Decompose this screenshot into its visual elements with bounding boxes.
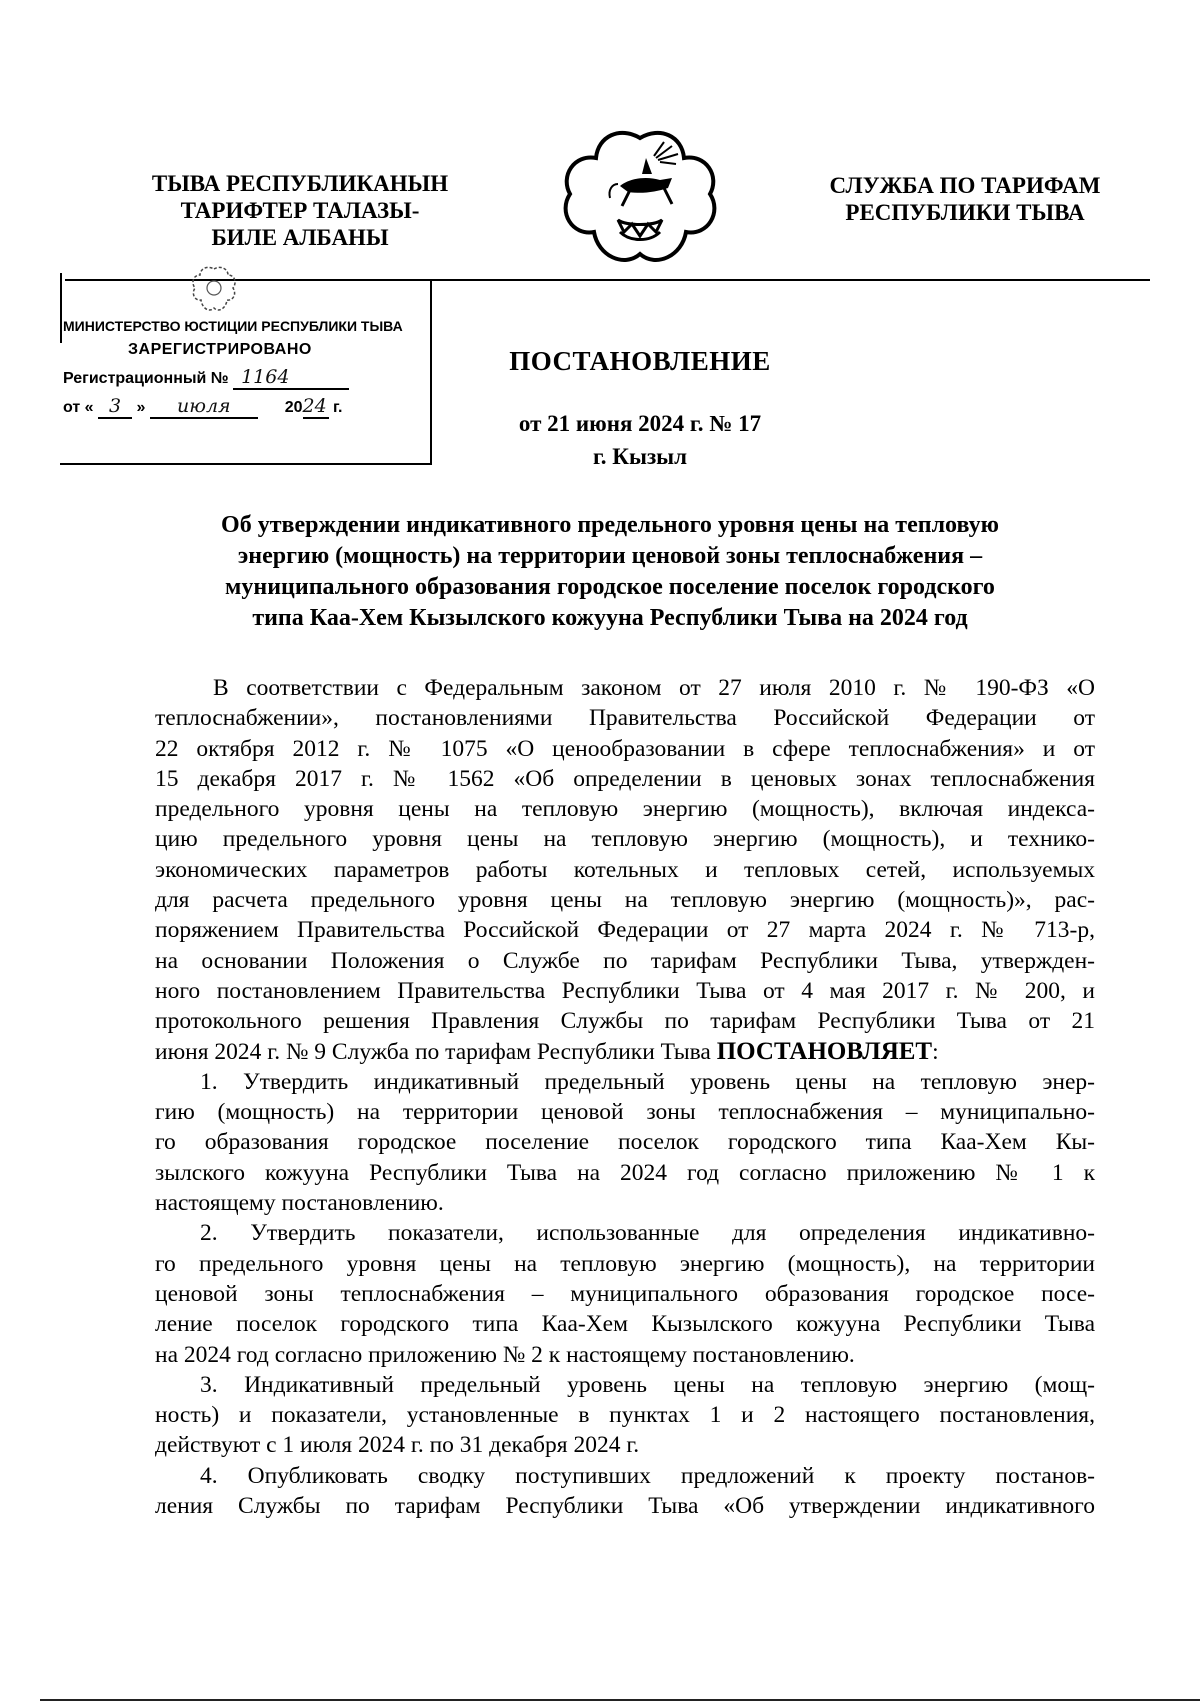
stamp-border-bottom	[60, 463, 432, 465]
item-3-paragraph	[155, 1370, 1095, 1461]
stamp-date-suffix: г.	[332, 399, 343, 416]
stamp-date-prefix: от «	[63, 399, 94, 416]
document-city: г. Кызыл	[592, 444, 688, 469]
document-subject	[150, 510, 1070, 634]
item-4-line: 4. Опубликовать сводку поступивших предложений к проекту постанов-	[200, 1462, 1095, 1489]
header-right-organization	[800, 172, 1130, 226]
preamble-line: для расчета предельного уровня цены на тепловую энергию (мощность)», рас-	[155, 887, 1095, 914]
stamp-date-line	[63, 395, 343, 419]
stamp-date-day: 3	[98, 395, 132, 419]
item-2-line: ценовой зоны теплоснабжения – муниципального образования городское посе-	[155, 1280, 1095, 1307]
header-right-line: РЕСПУБЛИКИ ТЫВА	[845, 200, 1085, 225]
stamp-emblem-icon	[191, 265, 237, 315]
item-1-line: гию (мощность) на территории ценовой зоны теплоснабжения – муниципально-	[155, 1099, 1095, 1126]
header-left-line: ТАРИФТЕР ТАЛАЗЫ-	[180, 198, 420, 223]
stamp-date-month: июля	[150, 395, 258, 419]
preamble-line: ного постановлением Правительства Республики Тыва от 4 мая 2017 г. № 200, и	[155, 977, 1095, 1004]
item-4-paragraph	[155, 1461, 1095, 1522]
item-3-line: 3. Индикативный предельный уровень цены на тепловую энергию (мощ-	[200, 1371, 1095, 1398]
item-1-last-line: настоящему постановлению.	[155, 1190, 444, 1217]
item-1-paragraph	[155, 1067, 1095, 1218]
subject-line: Об утверждении индикативного предельного уровня цены на тепловую	[221, 512, 999, 538]
item-1-line: 1. Утвердить индикативный предельный уровень цены на тепловую энер-	[200, 1068, 1095, 1095]
stamp-ministry: МИНИСТЕРСТВО ЮСТИЦИИ РЕСПУБЛИКИ ТЫВА	[63, 318, 403, 334]
preamble-line: предельного уровня цены на тепловую энергию (мощность), включая индекса-	[155, 796, 1095, 823]
subject-line: типа Каа-Хем Кызылского кожууна Республики Тыва на 2024 год	[252, 605, 968, 631]
item-2-paragraph	[155, 1218, 1095, 1369]
item-1-line: го образования городское поселение поселок городского типа Каа-Хем Кы-	[155, 1129, 1095, 1156]
item-1-line: зылского кожууна Республики Тыва на 2024 год согласно приложению № 1 к	[155, 1159, 1095, 1186]
preamble-line: протокольного решения Правления Службы по тарифам Республики Тыва от 21	[155, 1008, 1095, 1035]
decree-colon: :	[932, 1038, 939, 1065]
preamble-last-line	[155, 1037, 1095, 1067]
item-2-line: ление поселок городского типа Каа-Хем Кызылского кожууна Республики Тыва	[155, 1311, 1095, 1338]
item-4-line: ления Службы по тарифам Республики Тыва «Об утверждении индикативного	[155, 1493, 1095, 1520]
stamp-date-year-prefix: 20	[284, 399, 303, 416]
decree-word: ПОСТАНОВЛЯЕТ	[716, 1037, 933, 1065]
preamble-line: на основании Положения о Службе по тарифам Республики Тыва, утвержден-	[155, 947, 1095, 974]
preamble-line: 22 октября 2012 г. № 1075 «О ценообразовании в сфере теплоснабжения» и от	[155, 735, 1095, 762]
stamp-date-mid: »	[136, 399, 146, 416]
item-3-line: ность) и показатели, установленные в пунктах 1 и 2 настоящего постановления,	[155, 1402, 1095, 1429]
preamble-line: поряжением Правительства Российской Федерации от 27 марта 2024 г. № 713-р,	[155, 917, 1095, 944]
stamp-reg-number: 1164	[233, 366, 349, 390]
subject-line: энергию (мощность) на территории ценовой зоны теплоснабжения –	[237, 543, 983, 569]
preamble-paragraph	[155, 673, 1095, 1067]
preamble-last-text: июня 2024 г. № 9 Служба по тарифам Республики Тыва	[155, 1038, 711, 1065]
item-3-last-line: действуют с 1 июля 2024 г. по 31 декабря 2024 г.	[155, 1432, 640, 1459]
preamble-line: В соответствии с Федеральным законом от 27 июля 2010 г. № 190-ФЗ «О	[213, 675, 1095, 701]
document-title: ПОСТАНОВЛЕНИЕ	[509, 346, 771, 376]
tuva-emblem-icon	[560, 128, 720, 268]
item-2-line: го предельного уровня цены на тепловую энергию (мощность), на территории	[155, 1250, 1095, 1277]
stamp-reg-label: Регистрационный №	[63, 370, 229, 387]
preamble-line: 15 декабря 2017 г. № 1562 «Об определении в ценовых зонах теплоснабжения	[155, 765, 1095, 792]
preamble-line: теплоснабжении», постановлениями Правительства Российской Федерации от	[155, 705, 1095, 732]
preamble-line: цию предельного уровня цены на тепловую энергию (мощность), и технико-	[155, 826, 1095, 853]
stamp-date-year: 24	[302, 395, 327, 417]
scan-bottom-edge	[40, 1699, 1200, 1701]
item-2-line: 2. Утвердить показатели, использованные для определения индикативно-	[200, 1220, 1095, 1247]
stamp-border-right	[430, 280, 432, 465]
registration-stamp	[58, 263, 433, 468]
stamp-registered: ЗАРЕГИСТРИРОВАНО	[128, 341, 312, 358]
header-left-organization	[150, 170, 450, 251]
header-left-line: БИЛЕ АЛБАНЫ	[211, 225, 389, 250]
header-right-line: СЛУЖБА ПО ТАРИФАМ	[829, 173, 1101, 198]
preamble-line: экономических параметров работы котельных и тепловых сетей, используемых	[155, 856, 1095, 883]
header-left-line: ТЫВА РЕСПУБЛИКАНЫН	[151, 171, 449, 196]
stamp-reg-line	[63, 366, 349, 390]
document-date: от 21 июня 2024 г. № 17	[518, 411, 762, 436]
stamp-border-left	[60, 273, 62, 343]
item-2-last-line: на 2024 год согласно приложению № 2 к настоящему постановлению.	[155, 1341, 855, 1368]
document-body	[155, 673, 1095, 1521]
subject-line: муниципального образования городское поселение поселок городского	[225, 574, 995, 600]
